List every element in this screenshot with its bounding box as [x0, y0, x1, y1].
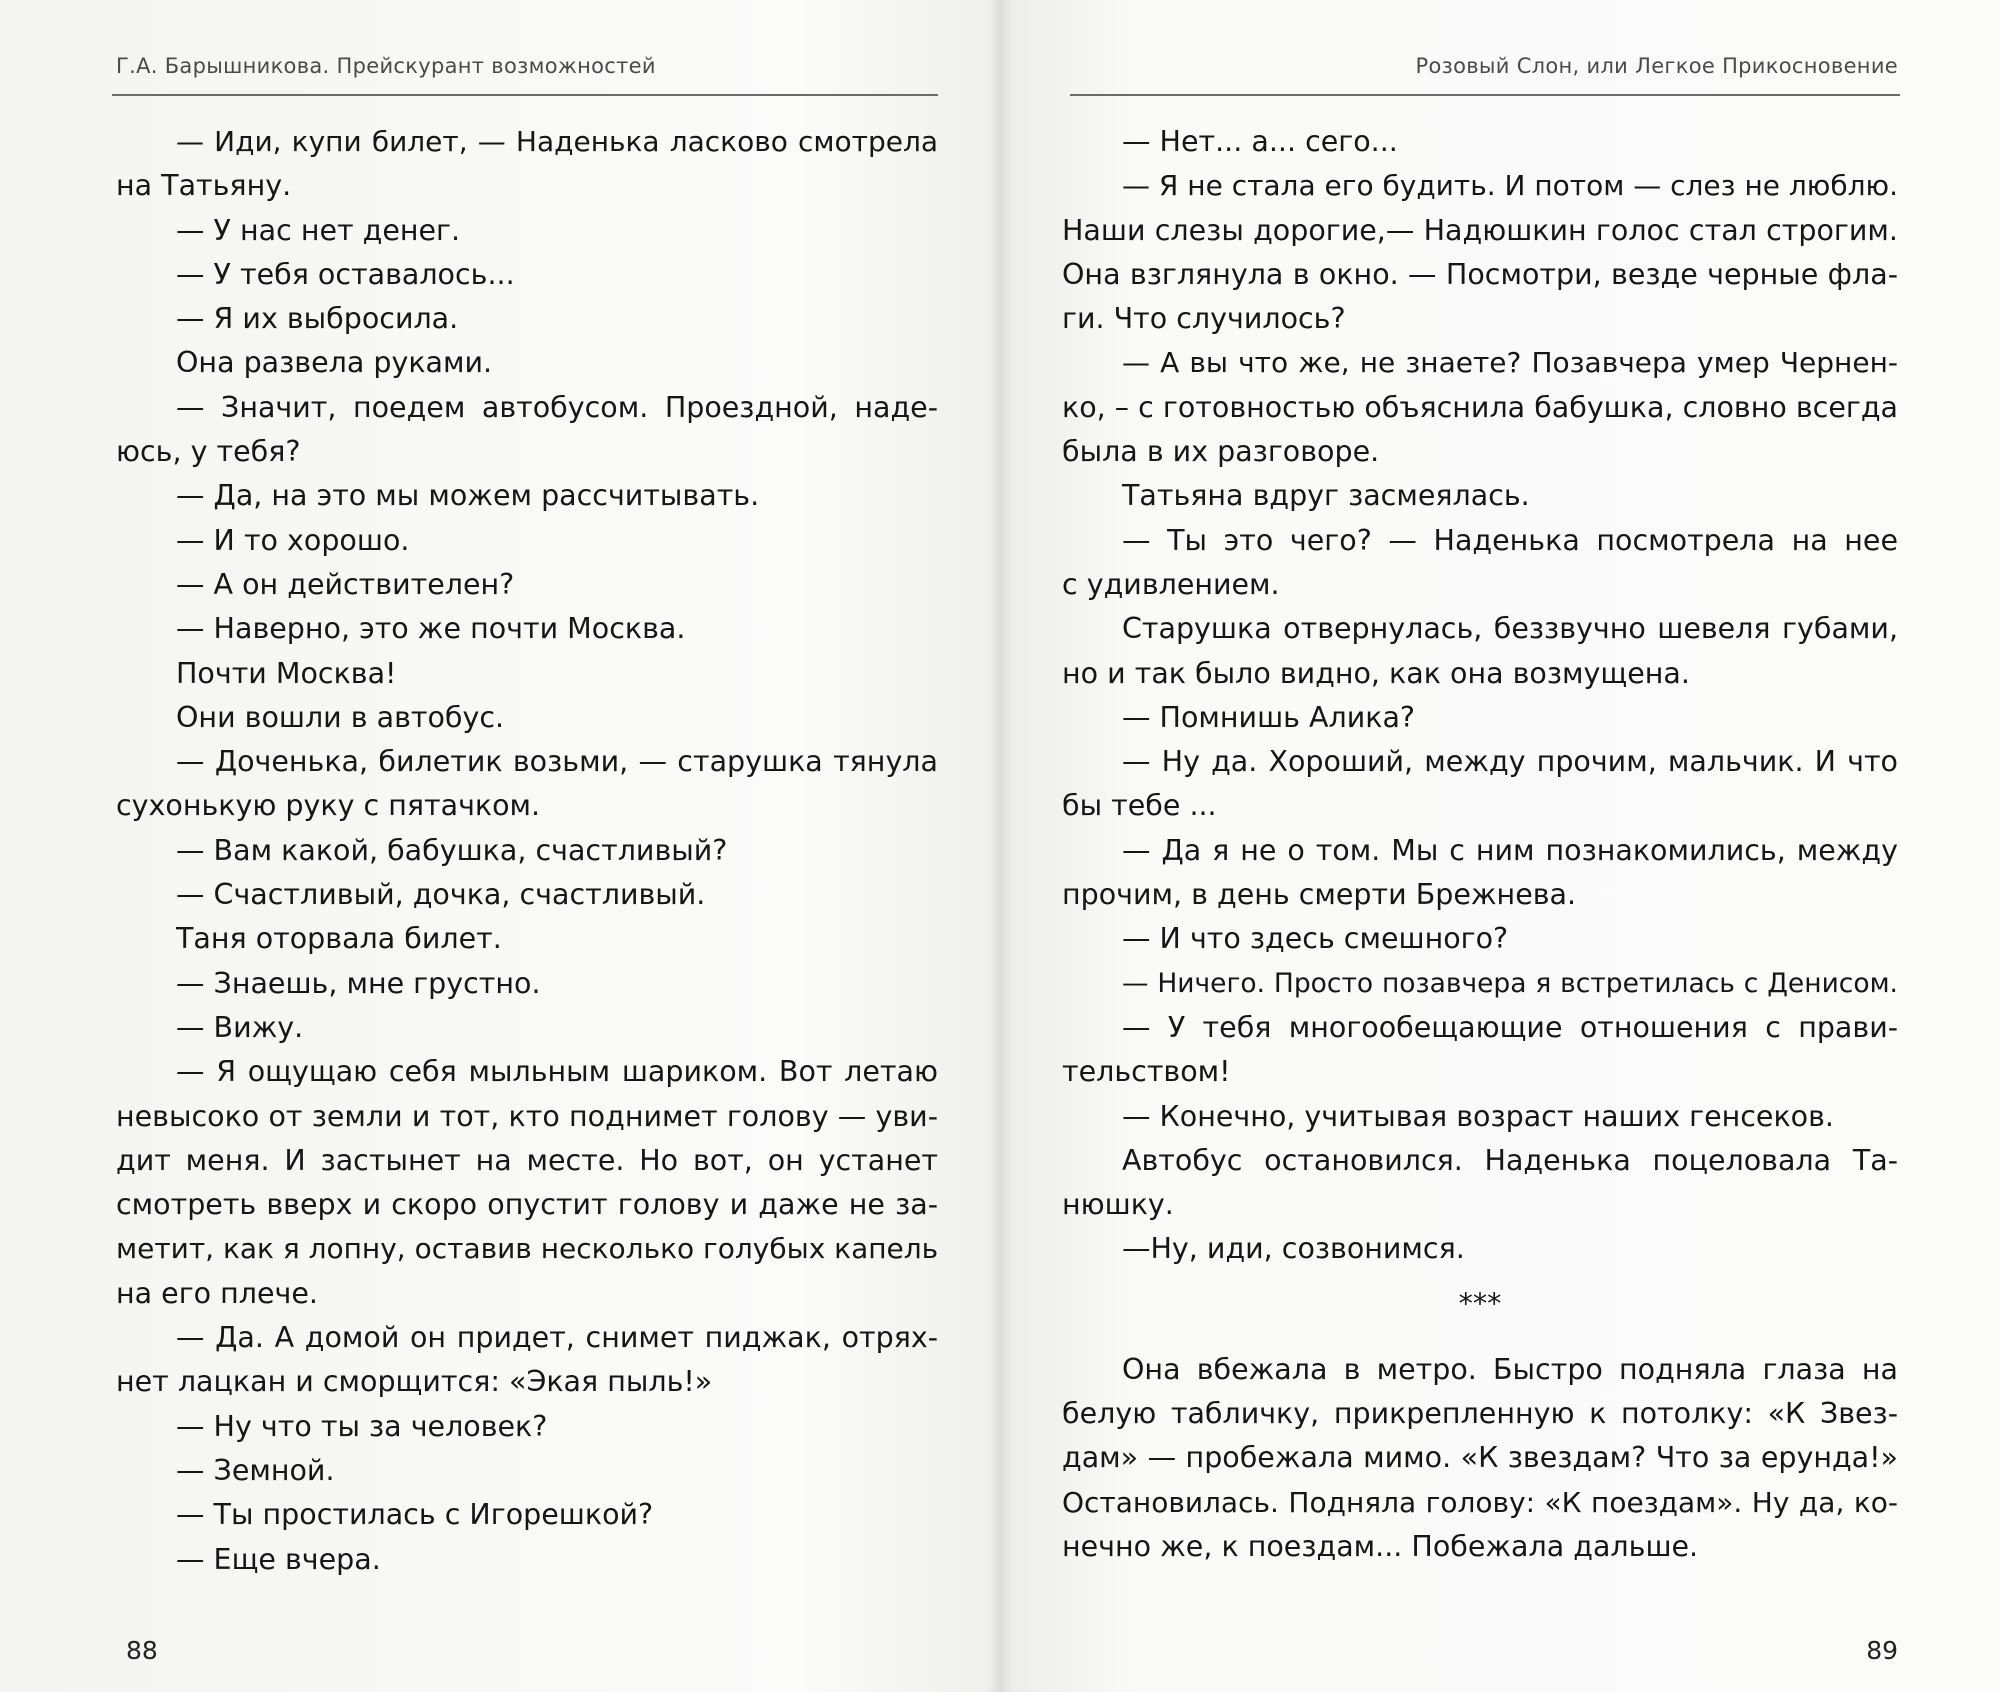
text-line: тельством! [1062, 1055, 1231, 1089]
text-line: Она взглянула в окно. — Посмотри, везде черные фла- [1062, 257, 1898, 291]
text-line: — Земной. [176, 1453, 335, 1487]
text-line: — Вам какой, бабушка, счастливый? [176, 833, 728, 867]
text-line: невысоко от земли и тот, кто поднимет голову — уви- [116, 1099, 938, 1133]
text-line: на его плече. [116, 1276, 318, 1310]
text-line: — И что здесь смешного? [1122, 922, 1509, 956]
text-line: — Да, на это мы можем рассчитывать. [176, 479, 760, 513]
text-line: Старушка отвернулась, беззвучно шевеля губами, [1122, 612, 1898, 646]
text-line: — Я ощущаю себя мыльным шариком. Вот летаю [176, 1055, 938, 1089]
section-break: *** [1458, 1286, 1502, 1320]
text-line: Таня оторвала билет. [176, 922, 502, 956]
text-line: дам» — пробежала мимо. «К звездам? Что за ерунда!» [1062, 1441, 1898, 1475]
text-line: Она вбежала в метро. Быстро подняла глаза на [1122, 1352, 1898, 1386]
text-line: метит, как я лопну, оставив несколько голубых капель [116, 1232, 939, 1266]
text-line: — Значит, поедем автобусом. Проездной, наде- [176, 390, 938, 424]
text-line: но и так было видно, как она возмущена. [1062, 656, 1690, 690]
text-line: — Знаешь, мне грустно. [176, 966, 541, 1000]
text-line: — Конечно, учитывая возраст наших генсеков. [1122, 1099, 1834, 1133]
text-line: — Ты простилась с Игорешкой? [176, 1498, 654, 1532]
text-line: — Я их выбросила. [176, 302, 459, 336]
text-line: — У тебя многообещающие отношения с прави- [1122, 1010, 1898, 1044]
text-line: бы тебе ... [1062, 789, 1217, 823]
text-line: дит меня. И застынет на месте. Но вот, он устанет [116, 1143, 938, 1177]
right-header-rule [1070, 94, 1900, 96]
text-line: — Иди, купи билет, — Наденька ласково смотрела [176, 125, 938, 158]
text-line: Татьяна вдруг засмеялась. [1122, 479, 1530, 513]
text-line: — Да я не о том. Мы с ним познакомились, между [1122, 833, 1898, 867]
text-line: — Наверно, это же почти Москва. [176, 612, 686, 646]
text-line: — Ну что ты за человек? [176, 1409, 548, 1443]
text-line: — Нет... а... сего... [1122, 125, 1398, 158]
text-line: прочим, в день смерти Брежнева. [1062, 878, 1577, 912]
text-line: ги. Что случилось? [1062, 302, 1346, 336]
text-line: — Счастливый, дочка, счастливый. [176, 878, 706, 912]
left-running-head: Г.А. Барышникова. Прейскурант возможностей [116, 54, 656, 78]
text-line: — Помнишь Алика? [1122, 700, 1416, 734]
text-line: Она развела руками. [176, 346, 493, 380]
right-page-text [1062, 120, 1898, 1569]
text-line: нет лацкан и сморщится: «Экая пыль!» [116, 1365, 713, 1399]
text-line: нечно же, к поездам... Побежала дальше. [1062, 1529, 1699, 1563]
text-line: — Да. А домой он придет, снимет пиджак, отрях- [176, 1321, 938, 1355]
text-line: белую табличку, прикрепленную к потолку: «К Звез- [1062, 1397, 1898, 1431]
right-running-head: Розовый Слон, или Легкое Прикосновение [1415, 54, 1898, 78]
text-line: —Ну, иди, созвонимся. [1122, 1232, 1465, 1266]
text-line: была в их разговоре. [1062, 435, 1380, 469]
text-line: Они вошли в автобус. [176, 700, 505, 734]
text-line: Почти Москва! [176, 656, 397, 690]
left-page-text [116, 120, 938, 1582]
text-line: юсь, у тебя? [116, 435, 301, 469]
text-line: — Я не стала его будить. И потом — слез не люблю. [1122, 169, 1898, 203]
text-line: смотреть вверх и скоро опустит голову и даже не за- [116, 1188, 938, 1222]
text-line: Остановилась. Подняла голову: «К поездам». Ну да, ко- [1062, 1485, 1898, 1519]
text-line: ко, – с готовностью объяснила бабушка, словно всегда [1062, 390, 1898, 424]
text-line: нюшку. [1062, 1188, 1174, 1222]
text-line: с удивлением. [1062, 567, 1280, 601]
text-line: — Доченька, билетик возьми, — старушка тянула [176, 745, 938, 779]
text-line: на Татьяну. [116, 169, 292, 203]
left-header-rule [112, 94, 938, 96]
right-page [1000, 0, 2000, 1692]
text-line: — Ничего. Просто позавчера я встретилась с Денисом. [1122, 967, 1898, 999]
text-line: — У нас нет денег. [176, 213, 461, 247]
text-line: — А он действителен? [176, 567, 515, 601]
text-line: — И то хорошо. [176, 523, 410, 557]
text-line: — Ты это чего? — Наденька посмотрела на нее [1122, 523, 1898, 557]
text-line: — А вы что же, не знаете? Позавчера умер Чернен- [1122, 346, 1898, 380]
text-line: — Ну да. Хороший, между прочим, мальчик. И что [1122, 745, 1898, 779]
text-line: — У тебя оставалось... [176, 257, 515, 291]
text-line: Наши слезы дорогие,— Надюшкин голос стал строгим. [1062, 213, 1898, 247]
book-gutter [988, 0, 1012, 1692]
text-line: сухонькую руку с пятачком. [116, 789, 541, 823]
text-line: — Вижу. [176, 1010, 304, 1044]
text-line: Автобус остановился. Наденька поцеловала Та- [1122, 1143, 1898, 1177]
text-line: — Еще вчера. [176, 1542, 381, 1576]
right-page-number: 89 [1866, 1636, 1898, 1665]
left-page-number: 88 [126, 1636, 158, 1665]
